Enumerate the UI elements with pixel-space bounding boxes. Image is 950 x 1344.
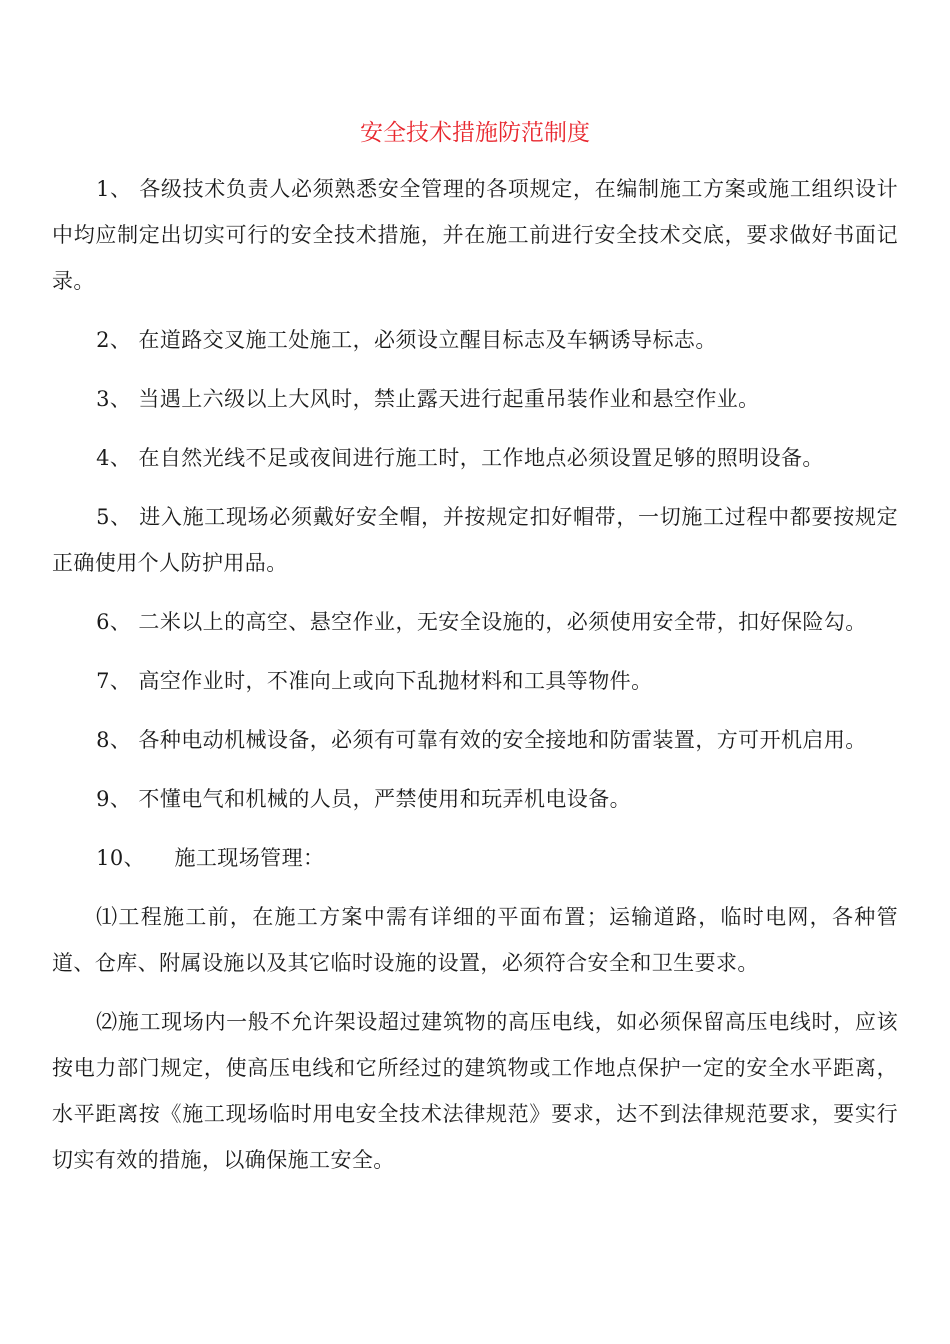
clause-4 <box>52 435 898 481</box>
clause-text: 在道路交叉施工处施工，必须设立醒目标志及车辆诱导标志。 <box>138 328 717 352</box>
clause-number: 2、 <box>96 328 132 352</box>
clause-number: 6、 <box>96 610 132 634</box>
clause-9 <box>52 776 898 822</box>
clause-6 <box>52 599 898 645</box>
clause-number: 10、 <box>96 846 146 870</box>
clause-7 <box>52 658 898 704</box>
clause-3 <box>52 376 898 422</box>
clause-number: 4、 <box>96 446 132 470</box>
clause-number: 8、 <box>96 728 132 752</box>
subclause-number: ⑴ <box>96 905 119 929</box>
document-title: 安全技术措施防范制度 <box>360 120 590 146</box>
clause-text: 进入施工现场必须戴好安全帽，并按规定扣好帽带，一切施工过程中都要按规定正确使用个人防护用品。 <box>52 505 899 575</box>
clause-number: 3、 <box>96 387 132 411</box>
subclause-text: 施工现场内一般不允许架设超过建筑物的高压电线，如必须保留高压电线时，应该按电力部门规定，使高压电线和它所经过的建筑物或工作地点保护一定的安全水平距离，水平距离按《施工现场临时用电安全技术法律规范》要求，达不到法律规范要求，要实行切实有效的措施，以确保施工安全。 <box>52 1010 898 1172</box>
clause-number: 1、 <box>96 177 132 201</box>
clause-text: 当遇上六级以上大风时，禁止露天进行起重吊装作业和悬空作业。 <box>138 387 760 411</box>
clause-1 <box>52 166 898 304</box>
subclause-number: ⑵ <box>96 1010 118 1034</box>
clause-text: 不懂电气和机械的人员，严禁使用和玩弄机电设备。 <box>138 787 632 811</box>
clause-text: 各种电动机械设备，必须有可靠有效的安全接地和防雷装置，方可开机启用。 <box>138 728 867 752</box>
clause-text: 高空作业时，不准向上或向下乱抛材料和工具等物件。 <box>138 669 653 693</box>
clause-text: 二米以上的高空、悬空作业，无安全设施的，必须使用安全带，扣好保险勾。 <box>138 610 867 634</box>
subclause-1 <box>52 894 898 986</box>
document-body <box>52 166 898 1196</box>
clause-10 <box>52 835 898 881</box>
clause-2 <box>52 317 898 363</box>
clause-text: 施工现场管理： <box>174 846 325 870</box>
clause-8 <box>52 717 898 763</box>
clause-number: 9、 <box>96 787 132 811</box>
clause-number: 5、 <box>96 505 132 529</box>
clause-text: 各级技术负责人必须熟悉安全管理的各项规定，在编制施工方案或施工组织设计中均应制定出切实可行的安全技术措施，并在施工前进行安全技术交底，要求做好书面记录。 <box>52 177 899 293</box>
subclause-text: 工程施工前，在施工方案中需有详细的平面布置；运输道路，临时电网，各种管道、仓库、附属设施以及其它临时设施的设置，必须符合安全和卫生要求。 <box>52 905 899 975</box>
clause-5 <box>52 494 898 586</box>
clause-text: 在自然光线不足或夜间进行施工时，工作地点必须设置足够的照明设备。 <box>138 446 824 470</box>
clause-number: 7、 <box>96 669 132 693</box>
subclause-2 <box>52 999 898 1183</box>
